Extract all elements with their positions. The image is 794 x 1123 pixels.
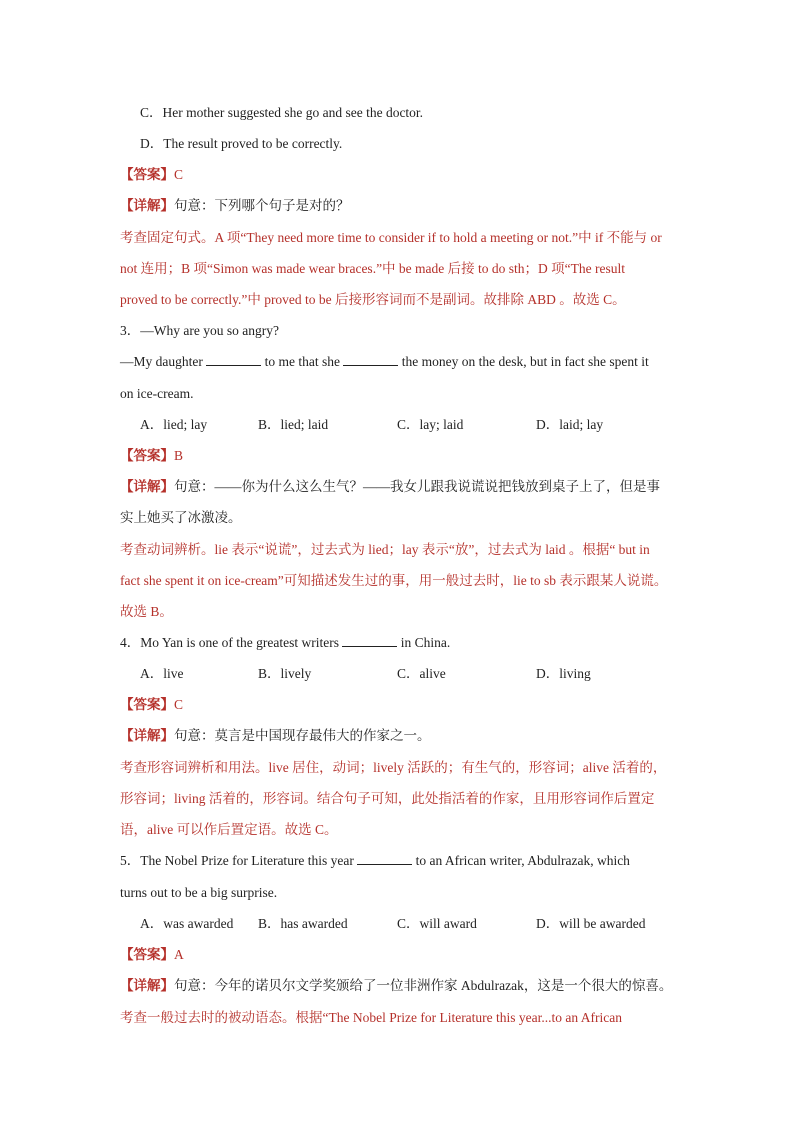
q2-explanation-1: 考查固定句式。A 项“They need more time to consider if to hold a meeting or not.”中 if 不能与 or (120, 230, 662, 245)
blank (206, 353, 261, 366)
detail-tag: 【详解】 (120, 978, 174, 993)
q4-detail (120, 727, 690, 745)
stem-text: —My daughter (120, 354, 207, 369)
q5-detail (120, 977, 690, 995)
q3-option-b: B．lied; laid (258, 417, 329, 432)
detail-text: 句意：下列哪个句子是对的？ (174, 198, 350, 213)
q2-option-d: D．The result proved to be correctly. (140, 136, 343, 151)
detail-tag: 【详解】 (120, 198, 174, 213)
q3-stem-1: 3．—Why are you so angry? (120, 323, 279, 338)
blank (343, 353, 398, 366)
q4-option-c: C．alive (397, 666, 446, 681)
answer-tag: 【答案】 (120, 167, 174, 182)
detail-tag: 【详解】 (120, 479, 174, 494)
stem-text: to an African writer, Abdulrazak, which (412, 853, 630, 868)
q5-option-b: B．has awarded (258, 916, 348, 931)
q5-stem-1 (120, 852, 690, 870)
detail-text: 句意：今年的诺贝尔文学奖颁给了一位非洲作家 Abdulrazak，这是一个很大的惊喜。 (174, 978, 673, 993)
q4-explanation-3: 语，alive 可以作后置定语。故选 C。 (120, 822, 338, 837)
q4-stem (120, 634, 690, 652)
q2-detail (120, 197, 690, 215)
q2-answer (120, 166, 690, 184)
q3-detail-2: 实上她买了冰激凌。 (120, 510, 242, 525)
q5-option-d: D．will be awarded (536, 916, 646, 931)
blank (342, 634, 397, 647)
q4-option-a: A．live (140, 666, 184, 681)
q2-option-c: C．Her mother suggested she go and see the doctor. (140, 105, 424, 120)
answer-value: B (174, 448, 184, 463)
q5-answer (120, 946, 690, 964)
q4-explanation-1: 考查形容词辨析和用法。live 居住，动词；lively 活跃的；有生气的，形容词；alive 活着的， (120, 760, 667, 775)
answer-value: A (174, 947, 184, 962)
stem-text: 5．The Nobel Prize for Literature this year (120, 853, 358, 868)
q3-stem-2 (120, 353, 690, 371)
stem-text: 4．Mo Yan is one of the greatest writers (120, 635, 343, 650)
answer-tag: 【答案】 (120, 947, 174, 962)
detail-tag: 【详解】 (120, 728, 174, 743)
q5-explanation-1: 考查一般过去时的被动语态。根据“The Nobel Prize for Literature this year...to an African (120, 1010, 623, 1025)
q4-answer (120, 696, 690, 714)
stem-text: the money on the desk, but in fact she spent it (398, 354, 649, 369)
q5-stem-2: turns out to be a big surprise. (120, 885, 278, 900)
answer-tag: 【答案】 (120, 448, 174, 463)
q4-option-d: D．living (536, 666, 591, 681)
answer-value: C (174, 167, 184, 182)
q5-option-a: A．was awarded (140, 916, 234, 931)
q2-explanation-2: not 连用；B 项“Simon was made wear braces.”中 be made 后接 to do sth；D 项“The result (120, 261, 626, 276)
blank (357, 852, 412, 865)
stem-text: to me that she (261, 354, 344, 369)
stem-text: in China. (397, 635, 451, 650)
detail-text: 句意：——你为什么这么生气？——我女儿跟我说谎说把钱放到桌子上了，但是事 (174, 479, 660, 494)
answer-value: C (174, 697, 184, 712)
q4-explanation-2: 形容词；living 活着的，形容词。结合句子可知，此处指活着的作家，且用形容词作后置定 (120, 791, 655, 806)
q3-option-d: D．laid; lay (536, 417, 604, 432)
q5-option-c: C．will award (397, 916, 477, 931)
q2-explanation-3: proved to be correctly.”中 proved to be 后接形容词而不是副词。故排除 ABD 。故选 C。 (120, 292, 626, 307)
answer-tag: 【答案】 (120, 697, 174, 712)
q3-explanation-1: 考查动词辨析。lie 表示“说谎”，过去式为 lied；lay 表示“放”，过去式为 laid 。根据“ but in (120, 542, 650, 557)
q3-explanation-2: fact she spent it on ice-cream”可知描述发生过的事，用一般过去时，lie to sb 表示跟某人说谎。 (120, 573, 668, 588)
q3-option-a: A．lied; lay (140, 417, 208, 432)
detail-text: 句意：莫言是中国现存最伟大的作家之一。 (174, 728, 431, 743)
q3-detail (120, 478, 690, 496)
q3-option-c: C．lay; laid (397, 417, 464, 432)
q3-explanation-3: 故选 B。 (120, 604, 173, 619)
q3-answer (120, 447, 690, 465)
q4-option-b: B．lively (258, 666, 312, 681)
q3-stem-3: on ice-cream. (120, 386, 194, 401)
